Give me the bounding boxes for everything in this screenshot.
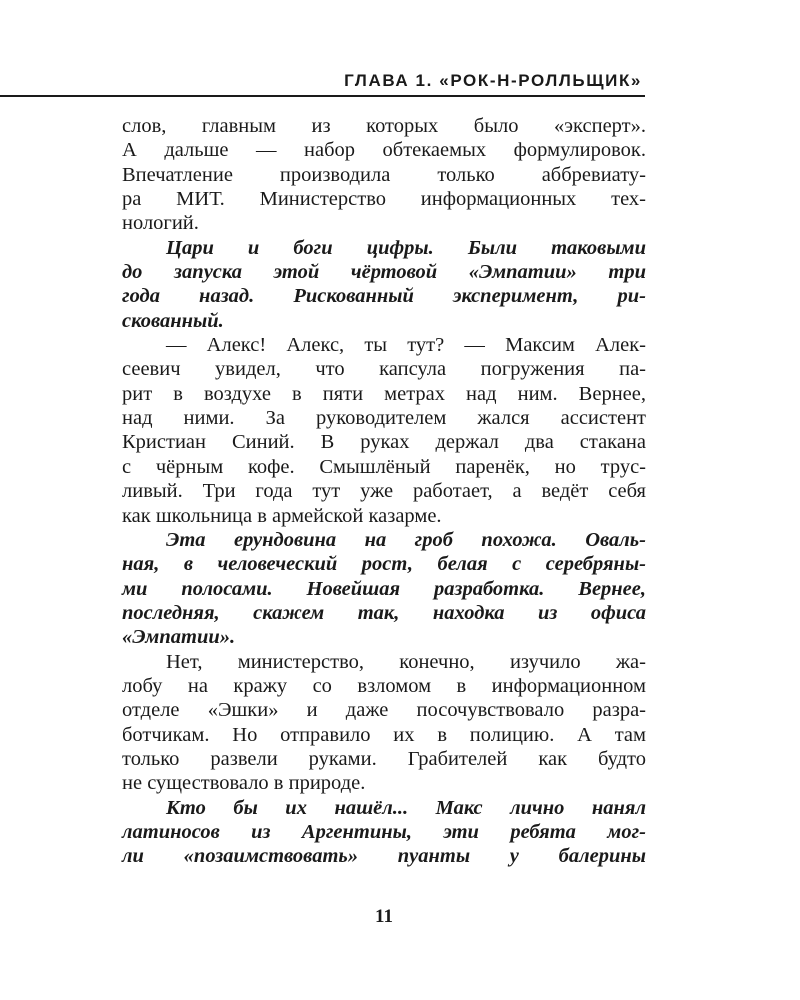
text-line: ми полосами. Новейшая разработка. Вернее, — [122, 577, 646, 600]
paragraph-italic — [122, 528, 646, 650]
text-line: слов, главным из которых было «эксперт». — [122, 115, 646, 137]
text-line: ра МИТ. Министерство информационных тех- — [122, 188, 646, 211]
text-line: над ними. За руководителем жался ассистент — [122, 407, 646, 430]
text-line: отделе «Эшки» и даже посочувствовало разра- — [122, 699, 646, 722]
text-line: Цари и боги цифры. Были таковыми — [166, 236, 646, 259]
text-line: А дальше — набор обтекаемых формулировок. — [122, 139, 646, 162]
text-line: нологий. — [122, 212, 199, 235]
text-line: — Алекс! Алекс, ты тут? — Максим Алек- — [166, 334, 646, 357]
text-line: латиносов из Аргентины, эти ребята мог- — [122, 820, 646, 843]
text-line: Кристиан Синий. В руках держал два стакана — [122, 431, 646, 454]
paragraph — [122, 333, 646, 528]
text-line: года назад. Рискованный эксперимент, ри- — [122, 285, 646, 308]
text-line: ботчикам. Но отправило их в полицию. А там — [122, 723, 646, 746]
text-line: скованный. — [122, 309, 224, 332]
text-line: ли «позаимствовать» пуанты у балерины — [122, 845, 646, 868]
text-line: сеевич увидел, что капсула погружения па- — [122, 358, 646, 381]
text-line: ливый. Три года тут уже работает, а ведёт себя — [122, 480, 646, 503]
text-line: Впечатление производила только аббревиату- — [122, 163, 646, 186]
body-text — [122, 114, 646, 869]
text-line: Нет, министерство, конечно, изучило жа- — [166, 650, 646, 673]
paragraph — [122, 114, 646, 236]
header-rule — [0, 95, 645, 97]
text-line: только развели руками. Грабителей как будто — [122, 747, 646, 770]
text-line: Эта ерундовина на гроб похожа. Оваль- — [166, 528, 646, 551]
text-line: ная, в человеческий рост, белая с серебряны- — [122, 553, 646, 576]
text-line: как школьница в армейской казарме. — [122, 504, 442, 527]
text-line: до запуска этой чёртовой «Эмпатии» три — [122, 261, 646, 284]
text-line: «Эмпатии». — [122, 626, 236, 649]
paragraph — [122, 650, 646, 796]
chapter-title: ГЛАВА 1. «РОК-Н-РОЛЛЬЩИК» — [344, 71, 642, 90]
paragraph-italic — [122, 236, 646, 333]
paragraph-italic — [122, 796, 646, 869]
text-line: с чёрным кофе. Смышлёный паренёк, но трус- — [122, 455, 646, 478]
text-line: рит в воздухе в пяти метрах над ним. Вернее, — [122, 382, 646, 405]
text-line: Кто бы их нашёл... Макс лично нанял — [166, 796, 646, 819]
page-number: 11 — [375, 906, 393, 927]
text-line: не существовало в природе. — [122, 772, 366, 795]
text-line: лобу на кражу со взломом в информационном — [122, 674, 646, 697]
text-line: последняя, скажем так, находка из офиса — [122, 601, 646, 624]
